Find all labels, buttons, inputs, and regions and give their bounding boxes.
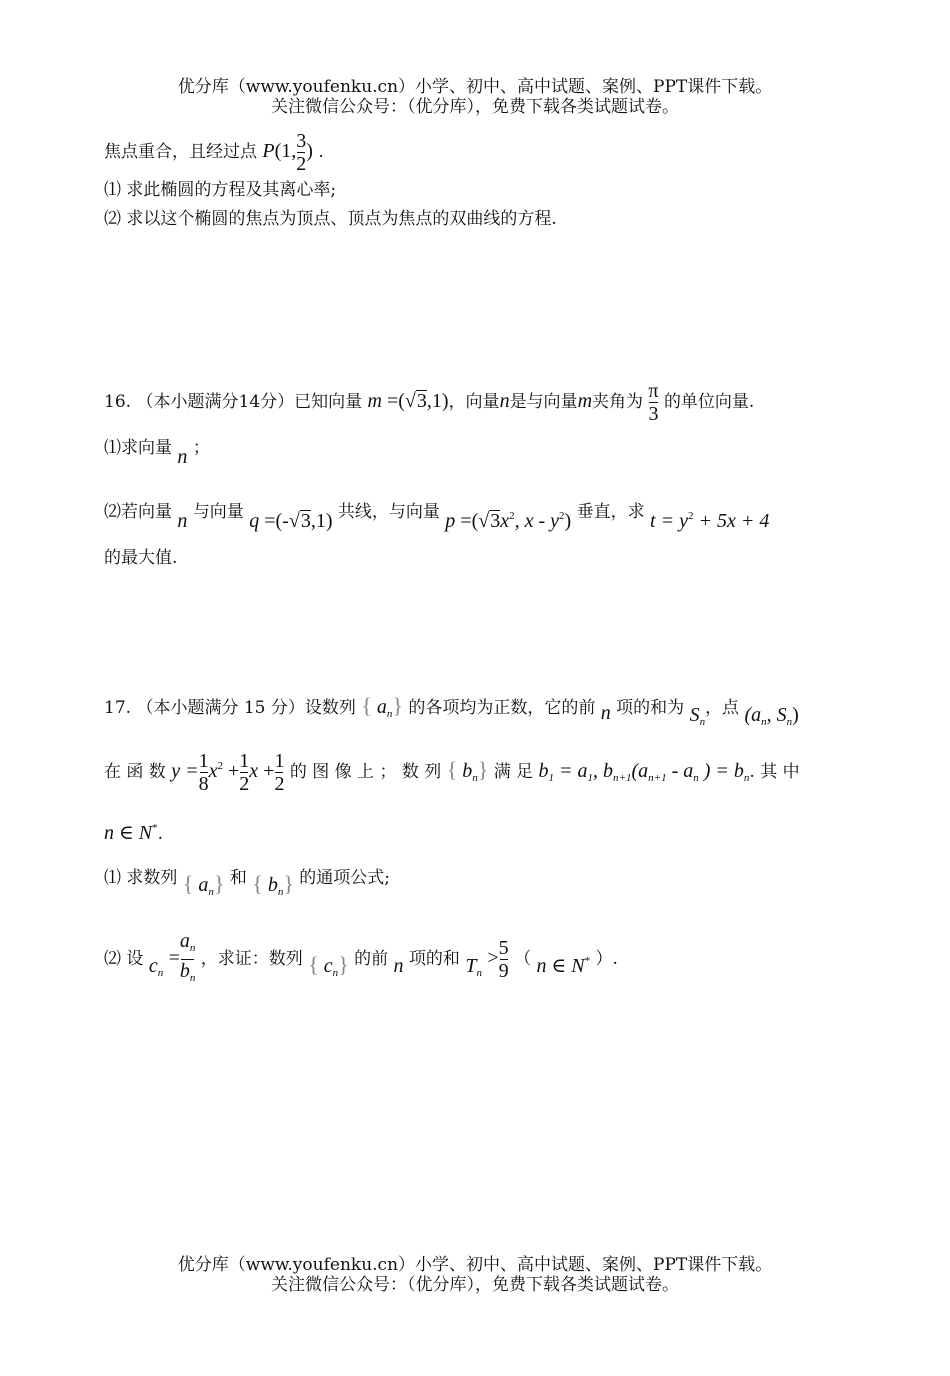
q15-intro: 焦点重合，且经过点 xyxy=(104,142,257,163)
footer-line-2: 关注微信公众号：（优分库），免费下载各类试题试卷。 xyxy=(271,1275,679,1295)
q16-vector-q: q =(-√3,1) xyxy=(249,510,333,532)
q16-meta: （本小题满分14分）已知向量 xyxy=(136,392,363,413)
q16-number: 16. xyxy=(104,392,132,413)
q16-last-line: 的最大值. xyxy=(104,548,178,568)
q16-vector-m: m =(√3,1) xyxy=(367,390,449,413)
header-line-2: 关注微信公众号：（优分库），免费下载各类试题试卷。 xyxy=(271,97,679,117)
q17-line-2: 在 函 数 y = $\frac{1}{8}$ $x^2$ + $\frac{1}{2}$ x + $\frac{1}{2}$ 的 图 像 上 ； 数 列 { $b_n$} 满 足 $b_1 = a_1$, $b_{n+1}(a_{n+1} - a_n$ ) = $b_n$. 其 中 xyxy=(104,750,800,795)
q17-line-3: n ∈ N*. xyxy=(104,822,164,844)
q15-point-line: 焦点重合，且经过点 P(1, $\frac{3}{2}$ ) . xyxy=(104,130,324,175)
q16-t-expression: $t = y^2 + 5x + 4$ xyxy=(650,510,770,532)
q16-part-1: ⑴求向量 n ； xyxy=(104,438,210,468)
q17-part-1: ⑴ 求数列 { $a_n$} 和 { $b_n$} 的通项公式; xyxy=(104,868,391,898)
q16-vector-p: $p =(√3x^2$, x - $y^2$) xyxy=(445,510,572,532)
q17-part-2: ⑵ 设 $c_n$ = $\frac{a_n}{b_n}$ ，求证：数列 { $c_n$} 的前 n 项的和 $T_n$ > $\frac{5}{9}$ （ n ∈ N* ）. xyxy=(104,930,618,984)
q16-stem: 16. （本小题满分14分）已知向量 m =(√3,1)，向量n是与向量m夹角为 $\frac{\pi}{3}$ 的单位向量. xyxy=(104,380,755,425)
q16-angle-fraction: $\frac{\pi}{3}$ xyxy=(648,380,659,425)
q17-stem: 17. （本小题满分 15 分）设数列 { $a_n$} 的各项均为正数，它的前 n 项的和为 $S_n$，点 ($a_n$, $S_n$) xyxy=(104,693,799,728)
header-line-1: 优分库（www.youfenku.cn）小学、初中、高中试题、案例、PPT课件下载。 xyxy=(177,77,773,97)
q15-part-2: ⑵ 求以这个椭圆的焦点为顶点、顶点为焦点的双曲线的方程. xyxy=(104,209,557,229)
q16-part-2: ⑵若向量 n 与向量 q =(-√3,1) 共线，与向量 $p =(√3x^2$, x - $y^2$) 垂直，求 $t = y^2 + 5x + 4$ xyxy=(104,502,770,532)
q15-point: P(1, $\frac{3}{2}$ ) xyxy=(262,130,313,175)
q15-part-1: ⑴ 求此椭圆的方程及其离心率; xyxy=(104,180,337,200)
footer-line-1: 优分库（www.youfenku.cn）小学、初中、高中试题、案例、PPT课件下载。 xyxy=(177,1255,773,1275)
